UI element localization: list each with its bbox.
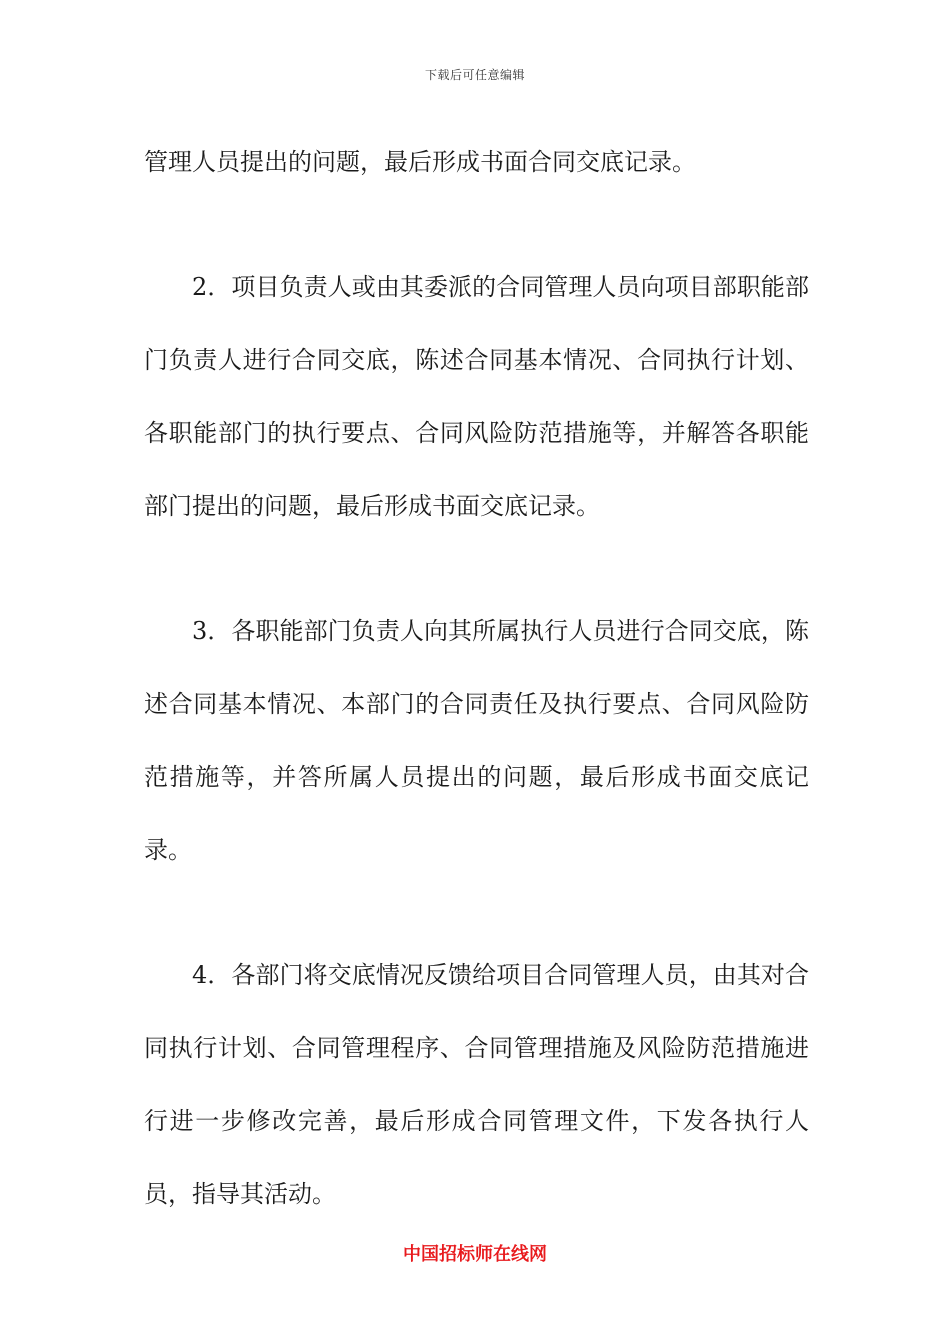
document-body xyxy=(144,126,809,1231)
paragraph-gap xyxy=(144,199,809,251)
paragraph-gap xyxy=(144,543,809,595)
page-header: 下载后可任意编辑 xyxy=(424,68,525,82)
paragraph-item-3: 3．各职能部门负责人向其所属执行人员进行合同交底，陈述合同基本情况、本部门的合同责任及执行要点、合同风险防范措施等，并答所属人员提出的问题，最后形成书面交底记录。 xyxy=(144,617,809,864)
paragraph-item-2: 2．项目负责人或由其委派的合同管理人员向项目部职能部门负责人进行合同交底，陈述合同基本情况、合同执行计划、各职能部门的执行要点、合同风险防范措施等，并解答各职能部门提出的问题，最后形成书面交底记录。 xyxy=(144,273,809,520)
page-footer-site-name: 中国招标师在线网 xyxy=(403,1244,547,1265)
paragraph-continuation: 管理人员提出的问题，最后形成书面合同交底记录。 xyxy=(144,148,696,176)
paragraph-gap xyxy=(144,887,809,939)
paragraph-item-4: 4．各部门将交底情况反馈给项目合同管理人员，由其对合同执行计划、合同管理程序、合同管理措施及风险防范措施进行进一步修改完善，最后形成合同管理文件，下发各执行人员，指导其活动。 xyxy=(144,961,809,1208)
